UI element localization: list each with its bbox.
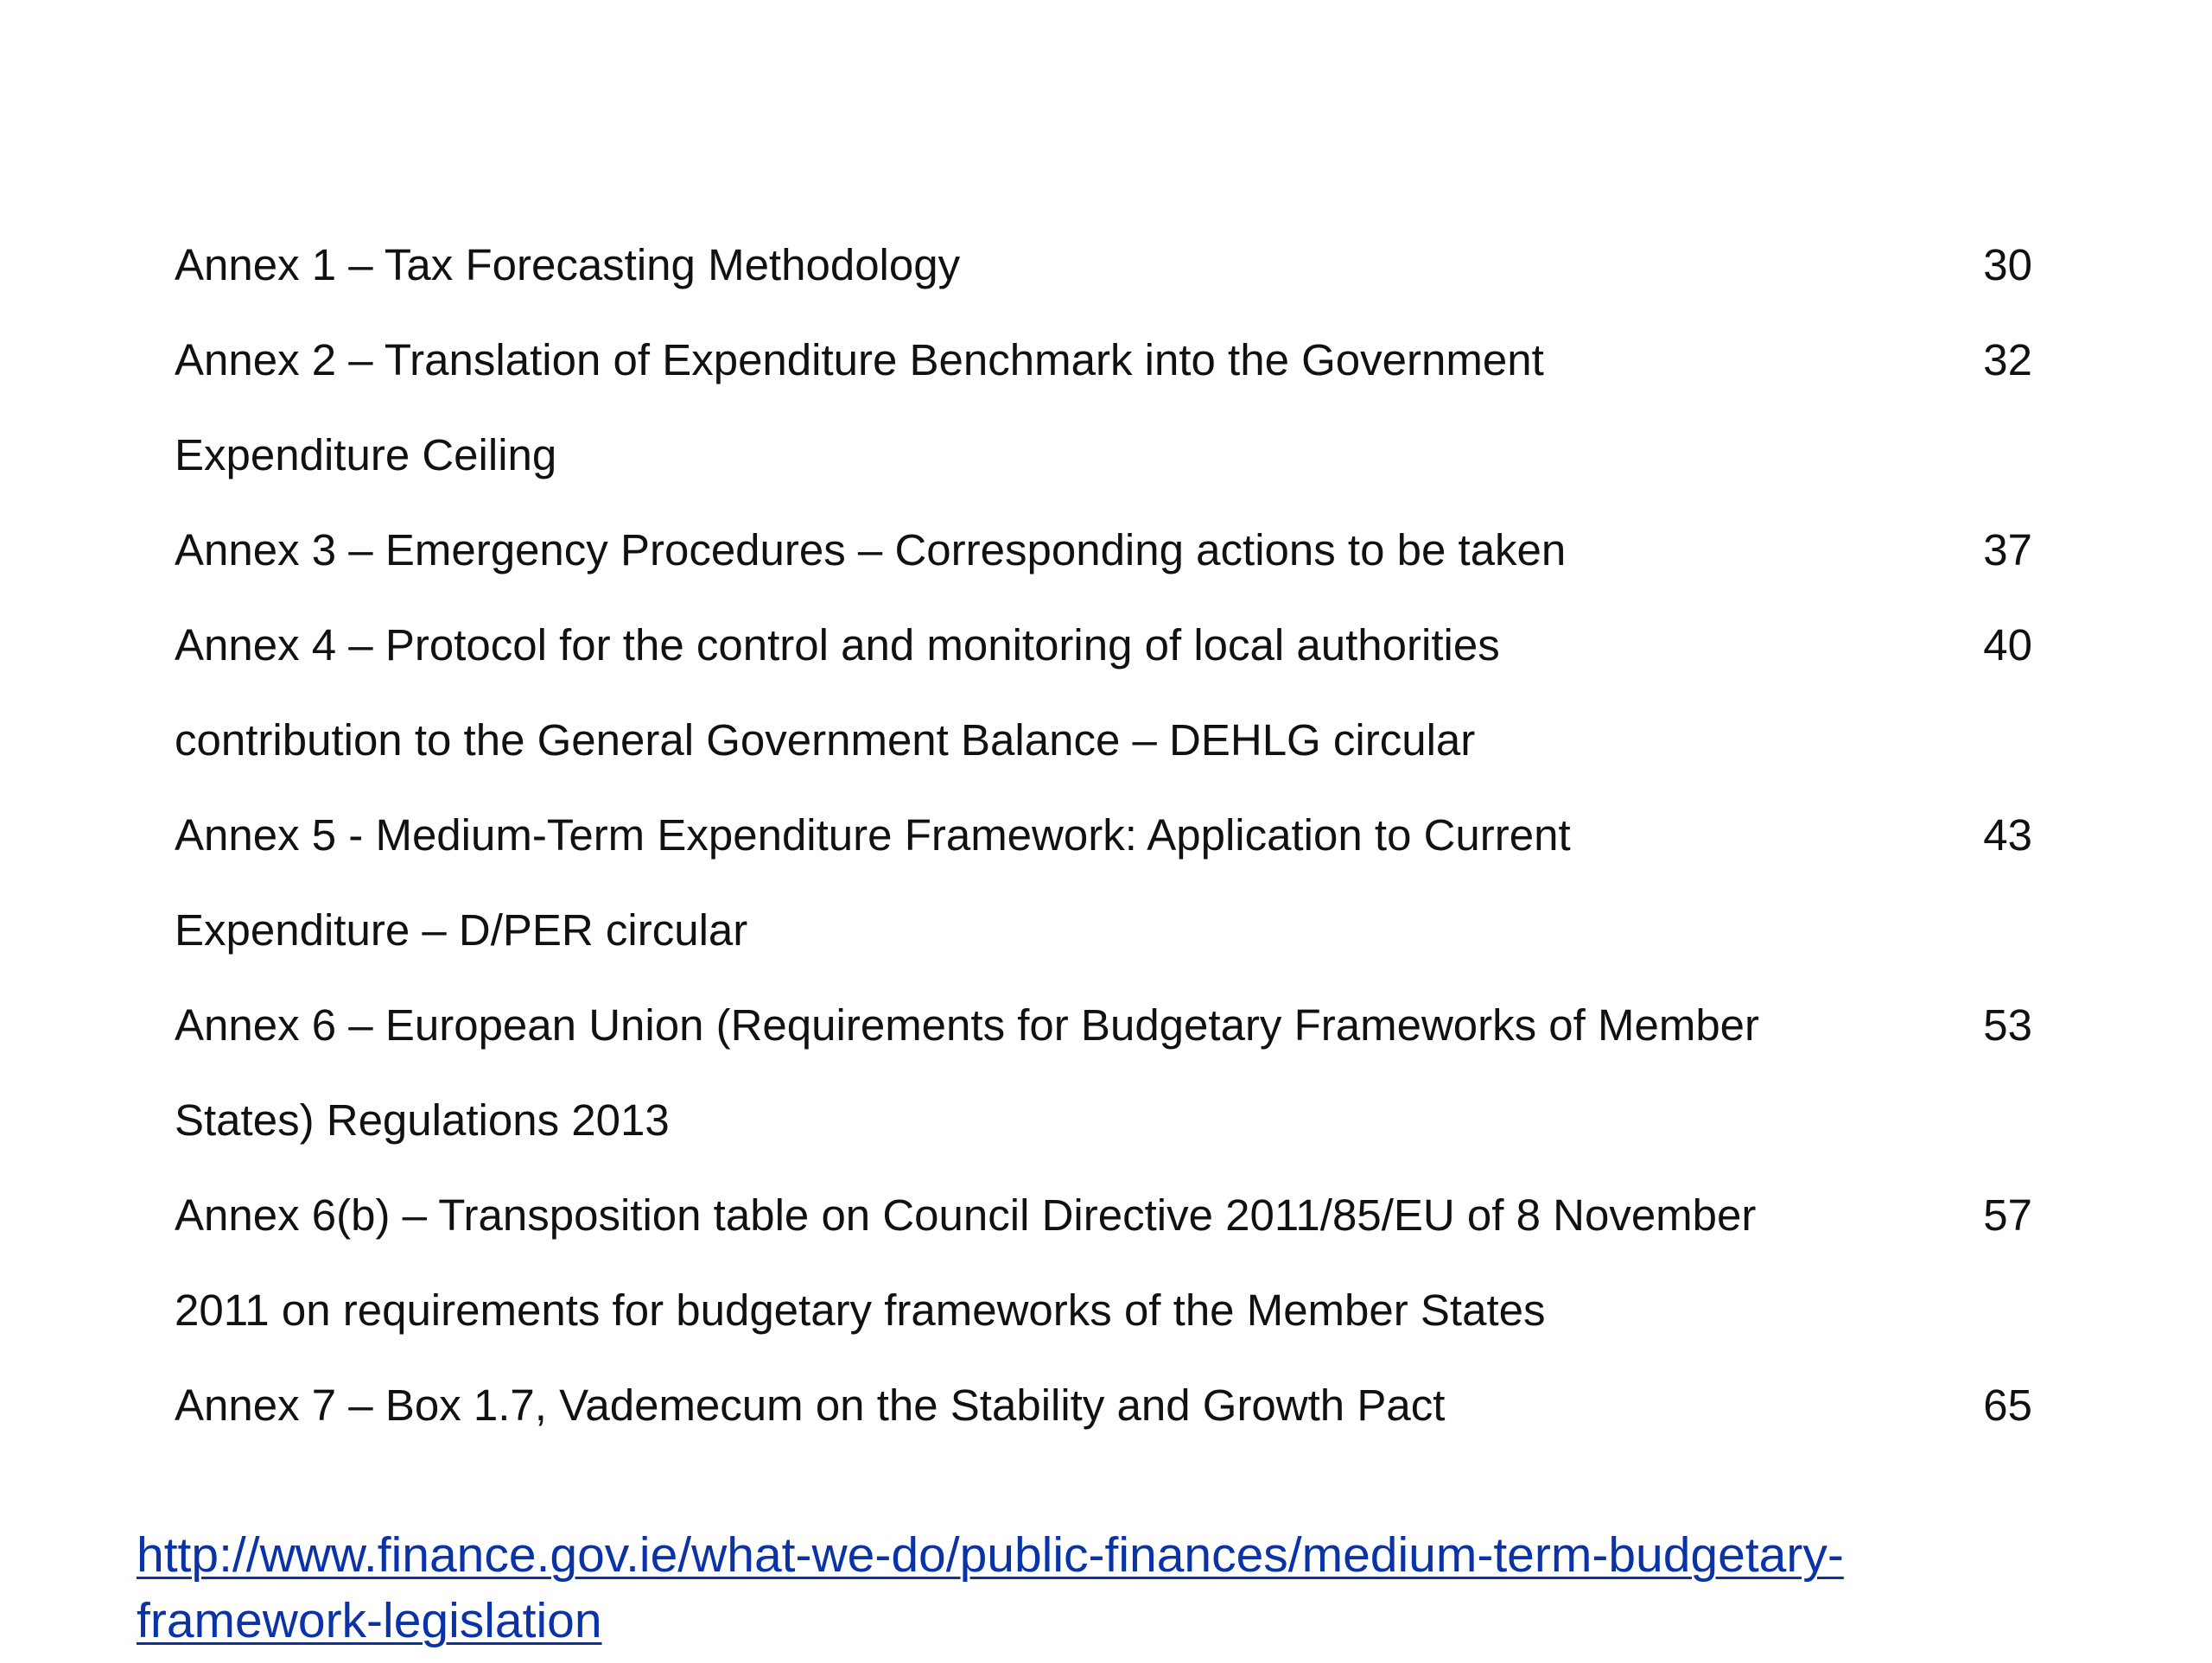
toc-entry-annex-6b[interactable] (175, 1168, 2032, 1358)
toc-entry-page-number: 37 (1983, 525, 2032, 574)
toc-entry-annex-3[interactable] (175, 503, 2032, 598)
toc-entry-title-line: Annex 1 – Tax Forecasting Methodology (175, 240, 961, 289)
toc-entry-title-line: Annex 4 – Protocol for the control and monitoring of local authorities (175, 620, 1500, 670)
toc-entry-annex-1[interactable] (175, 218, 2032, 313)
toc-entry-annex-5[interactable] (175, 788, 2032, 978)
table-of-contents (175, 218, 2032, 1453)
source-url-link[interactable] (137, 1522, 2124, 1653)
toc-entry-title-line: Expenditure – D/PER circular (175, 905, 748, 955)
toc-entry-page-number: 32 (1983, 335, 2032, 384)
toc-entry-page-number: 30 (1983, 240, 2032, 289)
toc-entry-title-line: 2011 on requirements for budgetary frameworks of the Member States (175, 1285, 1546, 1335)
toc-entry-title (175, 598, 1903, 788)
toc-entry-title (175, 978, 1903, 1168)
toc-entry-page-number: 65 (1983, 1381, 2032, 1430)
toc-entry-title-line: Annex 2 – Translation of Expenditure Benchmark into the Government (175, 335, 1544, 384)
toc-entry-title-line: Annex 7 – Box 1.7, Vademecum on the Stability and Growth Pact (175, 1381, 1446, 1430)
toc-entry-title-line: Annex 6 – European Union (Requirements for Budgetary Frameworks of Member (175, 1000, 1760, 1050)
toc-entry-title-line: Expenditure Ceiling (175, 430, 557, 479)
toc-entry-title (175, 1358, 1903, 1453)
toc-entry-title-line: Annex 3 – Emergency Procedures – Corresponding actions to be taken (175, 525, 1567, 574)
toc-entry-title-line: States) Regulations 2013 (175, 1095, 670, 1145)
toc-entry-title-line: Annex 5 - Medium-Term Expenditure Framework: Application to Current (175, 810, 1571, 860)
toc-entry-annex-6[interactable] (175, 978, 2032, 1168)
toc-entry-title-line: contribution to the General Government Balance – DEHLG circular (175, 715, 1476, 765)
toc-entry-annex-2[interactable] (175, 313, 2032, 503)
toc-entry-annex-4[interactable] (175, 598, 2032, 788)
toc-entry-title (175, 218, 1903, 313)
toc-entry-page-number: 57 (1983, 1190, 2032, 1240)
source-url-line: http://www.finance.gov.ie/what-we-do/public-finances/medium-term-budgetary- (137, 1527, 1844, 1583)
toc-entry-title (175, 1168, 1903, 1358)
source-url-line: framework-legislation (137, 1593, 602, 1648)
toc-entry-title (175, 503, 1903, 598)
toc-entry-title-line: Annex 6(b) – Transposition table on Council Directive 2011/85/EU of 8 November (175, 1190, 1757, 1240)
toc-entry-page-number: 43 (1983, 810, 2032, 860)
toc-entry-title (175, 313, 1903, 503)
toc-entry-page-number: 40 (1983, 620, 2032, 670)
toc-entry-annex-7[interactable] (175, 1358, 2032, 1453)
toc-entry-page-number: 53 (1983, 1000, 2032, 1050)
toc-entry-title (175, 788, 1903, 978)
